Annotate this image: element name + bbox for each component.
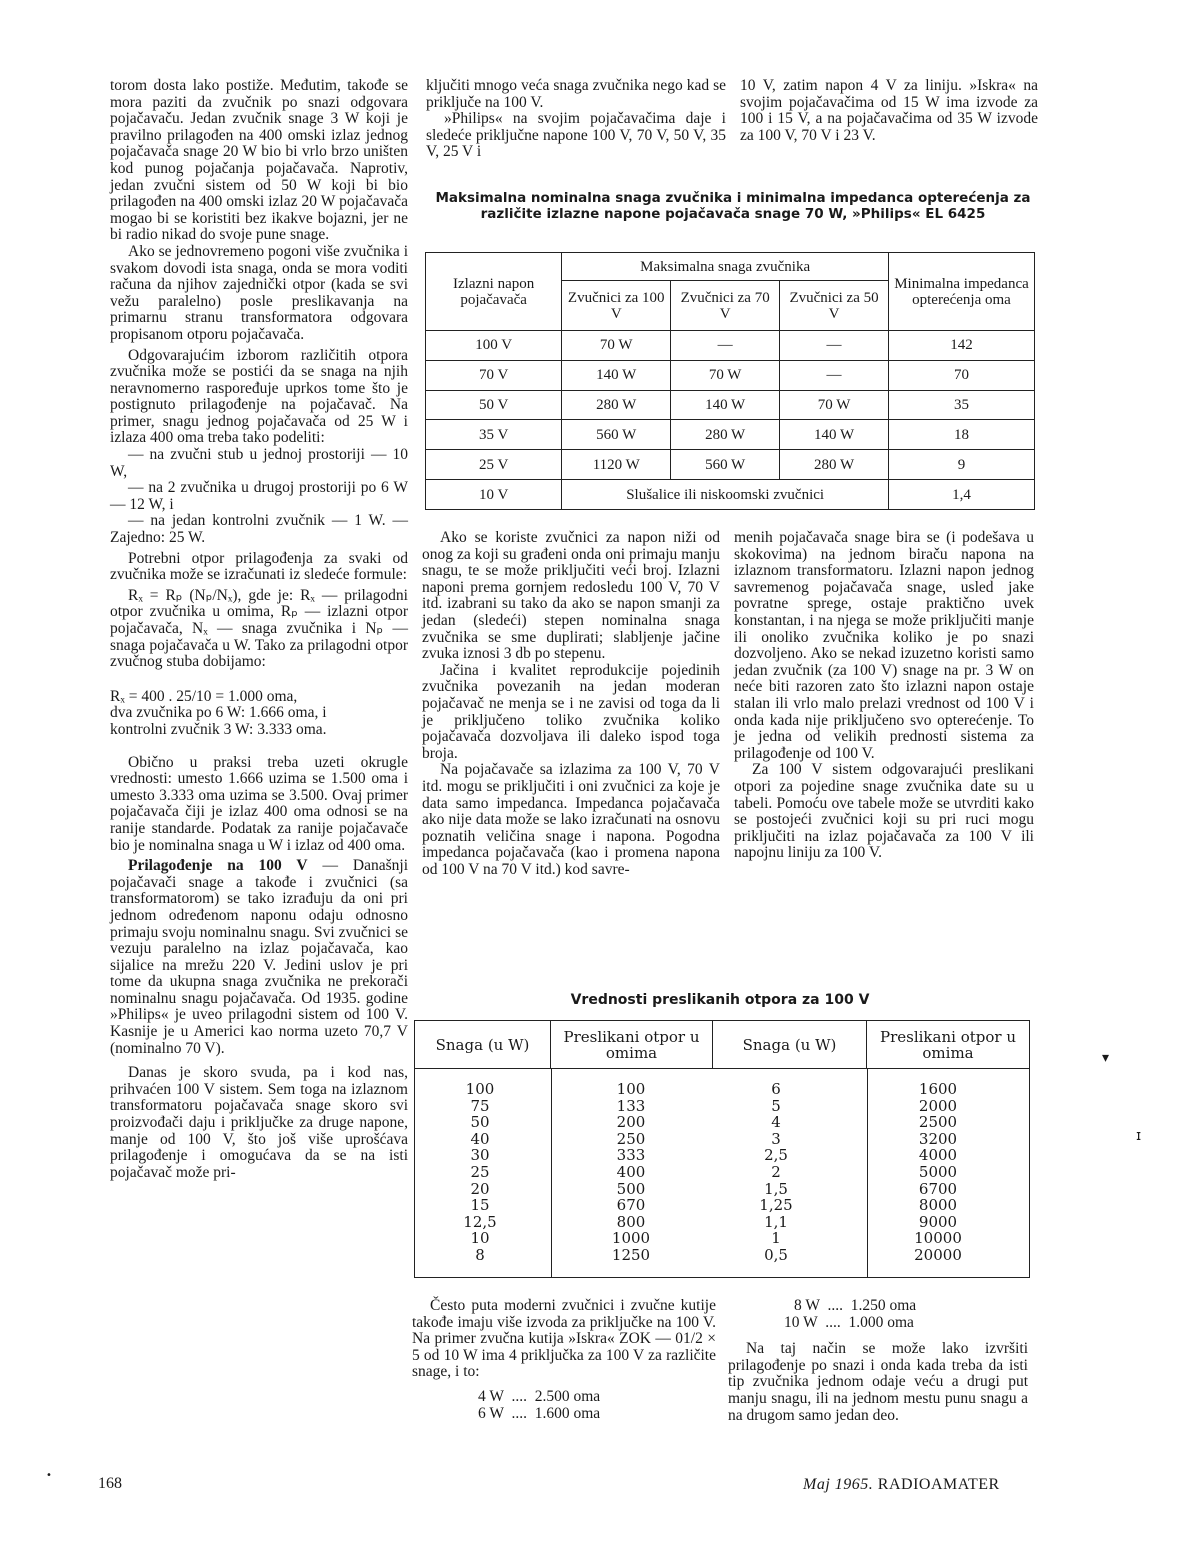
paragraph: Na taj način se može lako izvršiti prilagođenje po snazi i onda kada treba da isti tip zvučnika jednom odaje veću a drugi put manju snagu, ili na jednom mestu punu snagu a na drugom samo jedan deo. xyxy=(728,1340,1028,1424)
table-cell: 20 xyxy=(470,1179,490,1198)
list-item: 6 W .... 1.600 oma xyxy=(478,1404,601,1422)
table-cell: 20000 xyxy=(914,1245,962,1264)
table-cell: 25 xyxy=(470,1162,490,1181)
table-cell: 12,5 xyxy=(463,1212,497,1231)
table-cell: 75 xyxy=(470,1096,490,1115)
power-table xyxy=(425,252,1035,510)
table-cell: 142 xyxy=(889,331,1035,361)
paragraph: Obično u praksi treba uzeti okrugle vrednosti: umesto 1.666 uzima se 1.500 oma i umesto 3.333 oma uzima se 3.500. Ovaj primer pojačavača čiji je izlaz 400 oma odnosi se na ranije standarde. Podatak za ranije pojačavače bio je nominalna snaga u W i izlaz od 400 oma. xyxy=(110,753,408,854)
table-cell: 1,25 xyxy=(759,1196,793,1215)
table-cell: 1120 W xyxy=(562,450,671,480)
table-cell: 560 W xyxy=(562,420,671,450)
table-cell: 35 V xyxy=(426,420,562,450)
table-column xyxy=(435,1081,525,1264)
page-number: 168 xyxy=(98,1475,122,1492)
table-cell: 280 W xyxy=(780,450,889,480)
column-left xyxy=(110,78,408,1181)
table-cell: 70 xyxy=(889,360,1035,390)
table-cell: 4000 xyxy=(918,1146,958,1165)
table-cell: 133 xyxy=(616,1096,646,1115)
table-cell: — xyxy=(671,331,780,361)
table-cell: 2 xyxy=(771,1162,781,1181)
footer-publication xyxy=(803,1476,1000,1494)
table-cell: 1,1 xyxy=(764,1212,788,1231)
table-cell: 3200 xyxy=(918,1129,958,1148)
column-right xyxy=(734,530,1034,862)
table-caption: Maksimalna nominalna snaga zvučnika i minimalna impedanca opterećenja za različite izlazne napone pojačavača snage 70 W, »Philips« EL 6425 xyxy=(435,190,1031,222)
table-cell: 1,5 xyxy=(764,1179,788,1198)
section-text: — Današnji pojačavači snage a takođe i zvučnici (sa transformatorom) se tako izrađuju da oni pri jednom određenom naponu odaju odnosno primaju svoju nominalnu snagu. Svi zvučnici se vezuju paralelno na izlaz pojačavača, kao sijalice na mrežu 220 V. Jedini uslov je pri tome da ukupna snaga zvučnika ne prekorači nominalnu snagu pojačavača. Od 1935. godine »Philips« je uveo prilagodni sistem od 100 V. Kasnije je u Americi kao norma uzeto 70,7 V (nominalno 70 V). xyxy=(110,857,409,1057)
table-cell: 2,5 xyxy=(764,1146,788,1165)
table-cell: 6700 xyxy=(918,1179,958,1198)
table-row xyxy=(426,420,1035,450)
table-cell: 100 V xyxy=(426,331,562,361)
table-row xyxy=(426,360,1035,390)
list-item: 10 W .... 1.000 oma xyxy=(784,1313,914,1331)
table-column xyxy=(731,1081,821,1264)
paragraph: Jačina i kvalitet reprodukcije pojedinih zvučnika povezanih na jedan moderan pojačavač ne menja se i ne zavisi od toga da li je priključeno toliko zvučnika koliko pojačavača dozvoljava ili daleko ispod toga broja. xyxy=(422,661,720,762)
column-header: Izlazni napon pojačavača xyxy=(426,253,562,331)
paragraph: Za 100 V sistem odgovarajući preslikani otpori za pojedine snage zvučnika date su u tabeli. Pomoću ove tabele može se utvrditi kako se postojeći zvučnici koji su pri ruci mogu priključiti na izlaz pojačavača za 100 V ili napojnu liniju za 100 V. xyxy=(734,761,1034,862)
column-header: Snaga (u W) xyxy=(713,1021,867,1069)
print-mark: ɪ xyxy=(1136,1128,1142,1144)
table-cell: 1 xyxy=(771,1229,781,1248)
table-cell: 250 xyxy=(616,1129,646,1148)
table-cell: — xyxy=(780,331,889,361)
paragraph xyxy=(110,858,408,1057)
list-item: — na zvučni stub u jednoj prostoriji — 10 W, xyxy=(110,446,408,480)
table-cell: 800 xyxy=(616,1212,646,1231)
table-cell: 1,4 xyxy=(889,480,1035,510)
table-cell: Slušalice ili niskoomski zvučnici xyxy=(562,480,889,510)
section-title: Prilagođenje na 100 V xyxy=(128,857,308,875)
table-cell: 500 xyxy=(616,1179,646,1198)
table-cell: 400 xyxy=(616,1162,646,1181)
table-cell: 10 V xyxy=(426,480,562,510)
table-cell: 0,5 xyxy=(764,1245,788,1264)
table-row xyxy=(426,390,1035,420)
table-cell: 40 xyxy=(470,1129,490,1148)
formula-line: dva zvučnika po 6 W: 1.666 oma, i xyxy=(110,704,327,722)
table-column xyxy=(893,1081,983,1264)
divider xyxy=(551,1069,552,1277)
table-cell: 200 xyxy=(616,1113,646,1132)
table-cell: 25 V xyxy=(426,450,562,480)
table-cell: 70 W xyxy=(671,360,780,390)
column-header: Zvučnici za 70 V xyxy=(671,281,780,331)
table-cell: 70 W xyxy=(562,331,671,361)
table-cell: 10000 xyxy=(914,1229,962,1248)
table-row xyxy=(426,331,1035,361)
table-row xyxy=(426,450,1035,480)
footer-magazine: RADIOAMATER xyxy=(877,1476,1000,1493)
paragraph: Ako se jednovremeno pogoni više zvučnika i svakom dovodi ista snaga, onda se mora voditi računa da njihov zajednički otpor (kada se svi vežu paralelno) posle preslikavanja na primarnu stranu transformatora odgovara propisanom otporu pojačavača. xyxy=(110,242,408,343)
table-cell: 15 xyxy=(470,1196,490,1215)
formula-line: kontrolni zvučnik 3 W: 3.333 oma. xyxy=(110,720,327,738)
table-cell: 2000 xyxy=(918,1096,958,1115)
formula-paragraph: Rₓ = Rₚ (Nₚ/Nₓ), gde je: Rₓ — prilagodni otpor zvučnika u omima, Rₚ — izlazni otpor pojačavača, Nₓ — snaga zvučnika i Nₚ — snaga pojačavača u W. Tako za prilagodni otpor zvučnog stuba dobijamo: xyxy=(110,586,408,671)
table-cell: 8000 xyxy=(918,1196,958,1215)
column-right-bottom xyxy=(728,1298,1028,1424)
divider xyxy=(867,1069,868,1277)
table-cell: 100 xyxy=(616,1080,646,1098)
paragraph: 10 V, zatim napon 4 V za liniju. »Iskra« na svojim pojačavačima od 15 W ima izvode za 100 i 15 V, a na pojačavačima od 35 W izvode za 100 V, 70 V i 23 V. xyxy=(740,77,1038,144)
list-item: — na 2 zvučnika u drugoj prostoriji po 6 W — 12 W, i xyxy=(110,479,408,513)
paragraph: »Philips« na svojim pojačavačima daje i sledeće priključne napone 100 V, 70 V, 50 V, 35 V, 25 V i xyxy=(426,110,726,161)
print-mark: • xyxy=(46,1470,52,1481)
table-cell: 18 xyxy=(889,420,1035,450)
paragraph: Danas je skoro svuda, pa i kod nas, prihvaćen 100 V sistem. Sem toga na izlaznom transformatoru pojačavača snage skoro svi proizvođači daju i priključke za druge napone, manje od 100 V, što još više uprošćava prilagođenje i omogućava da se na isti pojačavač može pri- xyxy=(110,1064,408,1181)
column-header: Preslikani otpor u omima xyxy=(551,1021,713,1069)
table-cell: 1000 xyxy=(611,1229,651,1248)
paragraph: Odgovarajućim izborom različitih otpora zvučnika može se postići da se snaga na njih neravnomerno raspoređuje uprkos tome što je postignuto prilagođenje na pojačavač. Na primer, snagu jednog pojačavača od 25 W i izlaza 400 oma treba tako podeliti: xyxy=(110,346,408,447)
paragraph: Često puta moderni zvučnici i zvučne kutije takođe imaju više izvoda za priključke na 100 V. Na primer zvučna kutija »Iskra« ZOK — 01/2 × 5 od 10 W ima 4 priključka za 100 V za različite snage, i to: xyxy=(412,1297,716,1381)
table-cell: 50 xyxy=(470,1113,490,1132)
table-cell: 9 xyxy=(889,450,1035,480)
table-cell: 2500 xyxy=(918,1113,958,1132)
paragraph: ključiti mnogo veća snaga zvučnika nego kad se priključe na 100 V. xyxy=(426,77,726,111)
table-cell: 140 W xyxy=(671,390,780,420)
table-cell: 9000 xyxy=(918,1212,958,1231)
table-cell: 5000 xyxy=(918,1162,958,1181)
table-cell: 50 V xyxy=(426,390,562,420)
list-item: 8 W .... 1.250 oma xyxy=(794,1297,917,1314)
table-cell: 10 xyxy=(470,1229,490,1248)
column-middle-bottom xyxy=(412,1298,716,1422)
paragraph: torom dosta lako postiže. Međutim, takođe se mora paziti da zvučnik po snazi odgovara pojačavaču. Jedan zvučnik snage 3 W koji je pravilno prilagođen na 400 omski izlaz jednog pojačavača snage 20 W bio bi vrlo brzo uništen kod punog pojačanja pojačavača. Naprotiv, jedan zvučni sistem od 50 W koji bi bio prilagođen na 400 omski izlaz 20 W pojačavača mogao bi se koristiti bez ikakve bojazni, jer ne bi radio nikad do svoje pune snage. xyxy=(110,77,408,244)
list-item: 4 W .... 2.500 oma xyxy=(478,1387,601,1405)
table-cell: — xyxy=(780,360,889,390)
column-header: Zvučnici za 50 V xyxy=(780,281,889,331)
column-header: Preslikani otpor u omima xyxy=(867,1021,1029,1069)
paragraph: Ako se koriste zvučnici za napon niži od onog za koji su građeni onda oni primaju manju snagu, te se može priključiti veći broj. Izlazni naponi prema gornjem redosledu 100 V, 70 V itd. izabrani su tako da ako se napon smanji za jedan (sledeći) stepen nominalna snaga zvučnika se sme duplirati; slabljenje jačine zvuka iznosi 3 db po stepenu. xyxy=(422,529,720,663)
table-cell: 30 xyxy=(470,1146,490,1165)
table-cell: 70 V xyxy=(426,360,562,390)
table-cell: 35 xyxy=(889,390,1035,420)
paragraph: Potrebni otpor prilagođenja za svaki od zvučnika može se izračunati iz sledeće formule: xyxy=(110,549,408,584)
resistance-table xyxy=(414,1020,1030,1278)
column-header: Snaga (u W) xyxy=(415,1021,551,1069)
table-cell: 5 xyxy=(771,1096,781,1115)
formula-line: Rₓ = 400 . 25/10 = 1.000 oma, xyxy=(110,687,298,705)
table-cell: 100 xyxy=(465,1080,495,1098)
table-cell: 280 W xyxy=(562,390,671,420)
table-cell: 4 xyxy=(771,1113,781,1132)
paragraph: menih pojačavača snage bira se (i podešava u skokovima) na jednom biraču napona na izlaznom transformatoru. Izlazni napon jednog savremenog pojačavača snage, usled jake povratne sprege, ostaje praktično uvek konstantan, i na njega se može priključiti manje ili onoliko zvučnika koliko je po snazi dozvoljeno. Ako se nekad izuzetno koristi samo jedan zvučnik (za 100 V) snage na pr. 3 W on neće biti razoren zato što izlazni napon ostaje stalan ili vrlo malo prelazi vrednost od 100 V i onda kada nije priključeno svo opterećenje. To je jedna od velikih prednosti sistema za prilagođenje od 100 V. xyxy=(734,529,1034,762)
column-header: Minimalna impedanca opterećenja oma xyxy=(889,253,1035,331)
table-cell: 3 xyxy=(771,1129,781,1148)
table-column xyxy=(585,1081,677,1264)
column-header: Maksimalna snaga zvučnika xyxy=(562,253,889,281)
paragraph: Na pojačavače sa izlazima za 100 V, 70 V itd. mogu se priključiti i oni zvučnici za koje je data samo impedanca. Impedanca pojačavača ako nije data može se lako izračunati na osnovu poznatih veličina snage i napona. Pogodna impedanca pojačavača (kao i promena napona od 100 V na 70 V itd.) kod savre- xyxy=(422,761,720,878)
column-header: Zvučnici za 100 V xyxy=(562,281,671,331)
table-cell: 8 xyxy=(475,1245,485,1264)
column-middle xyxy=(422,530,720,878)
list-item: — na jedan kontrolni zvučnik — 1 W. — Zajedno: 25 W. xyxy=(110,512,408,547)
table-cell: 140 W xyxy=(562,360,671,390)
table-cell: 670 xyxy=(616,1196,646,1215)
table-cell: 70 W xyxy=(780,390,889,420)
table-cell: 560 W xyxy=(671,450,780,480)
table-cell: 140 W xyxy=(780,420,889,450)
table-caption: Vrednosti preslikanih otpora za 100 V xyxy=(570,992,870,1008)
column-right-top xyxy=(740,78,1038,144)
table-cell: 1250 xyxy=(611,1245,651,1264)
table-row xyxy=(426,480,1035,510)
column-middle-top xyxy=(426,78,726,161)
table-cell: 6 xyxy=(771,1080,781,1098)
footer-date: Maj 1965. xyxy=(803,1476,874,1493)
table-cell: 333 xyxy=(616,1146,646,1165)
table-cell: 1600 xyxy=(918,1080,958,1098)
table-cell: 280 W xyxy=(671,420,780,450)
print-mark: ▾ xyxy=(1102,1050,1110,1066)
